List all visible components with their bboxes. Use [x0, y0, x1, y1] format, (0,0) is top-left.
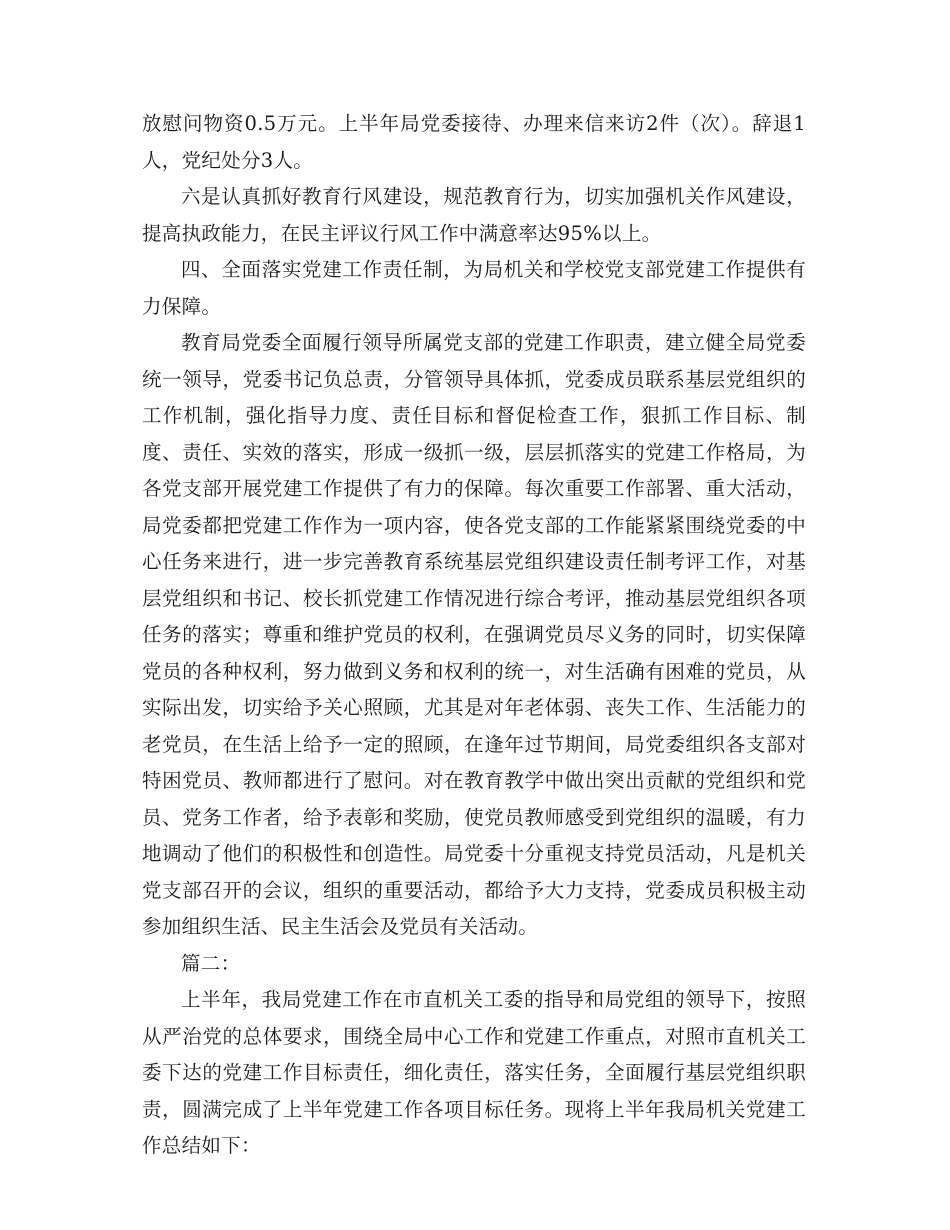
paragraph-6: 上半年，我局党建工作在市直机关工委的指导和局党组的领导下，按照从严治党的总体要求，围绕全局中心工作和党建工作重点，对照市直机关工委下达的党建工作目标责任，细化责任，落实任务，全面履行基层党组织职责，圆满完成了上半年党建工作各项目标任务。现将上半年我局机关党建工作总结如下：	[142, 988, 806, 1157]
section-label: 篇二：	[181, 951, 241, 975]
paragraph-1: 放慰问物资0.5万元。上半年局党委接待、办理来信来访2件（次）。辞退1人，党纪处分3人。	[142, 112, 806, 172]
paragraph-2: 六是认真抓好教育行风建设，规范教育行为，切实加强机关作风建设，提高执政能力，在民主评议行风工作中满意率达95%以上。	[142, 185, 806, 245]
paragraph-3-heading: 四、全面落实党建工作责任制，为局机关和学校党支部党建工作提供有力保障。	[142, 258, 806, 318]
paragraph-4: 教育局党委全面履行领导所属党支部的党建工作职责，建立健全局党委统一领导，党委书记负总责，分管领导具体抓，党委成员联系基层党组织的工作机制，强化指导力度、责任目标和督促检查工作，狠抓工作目标、制度、责任、实效的落实，形成一级抓一级，层层抓落实的党建工作格局，为各党支部开展党建工作提供了有力的保障。每次重要工作部署、重大活动，局党委都把党建工作作为一项内容，使各党支部的工作能紧紧围绕党委的中心任务来进行，进一步完善教育系统基层党组织建设责任制考评工作，对基层党组织和书记、校长抓党建工作情况进行综合考评，推动基层党组织各项任务的落实；尊重和维护党员的权利，在强调党员尽义务的同时，切实保障党员的各种权利，努力做到义务和权利的统一，对生活确有困难的党员，从实际出发，切实给予关心照顾，尤其是对年老体弱、丧失工作、生活能力的老党员，在生活上给予一定的照顾，在逢年过节期间，局党委组织各支部对特困党员、教师都进行了慰问。对在教育教学中做出突出贡献的党组织和党员、党务工作者，给予表彰和奖励，使党员教师感受到党组织的温暖，有力地调动了他们的积极性和创造性。局党委十分重视支持党员活动，凡是机关党支部召开的会议，组织的重要活动，都给予大力支持，党委成员积极主动参加组织生活、民主生活会及党员有关活动。	[142, 331, 806, 938]
document-page	[142, 106, 806, 1165]
